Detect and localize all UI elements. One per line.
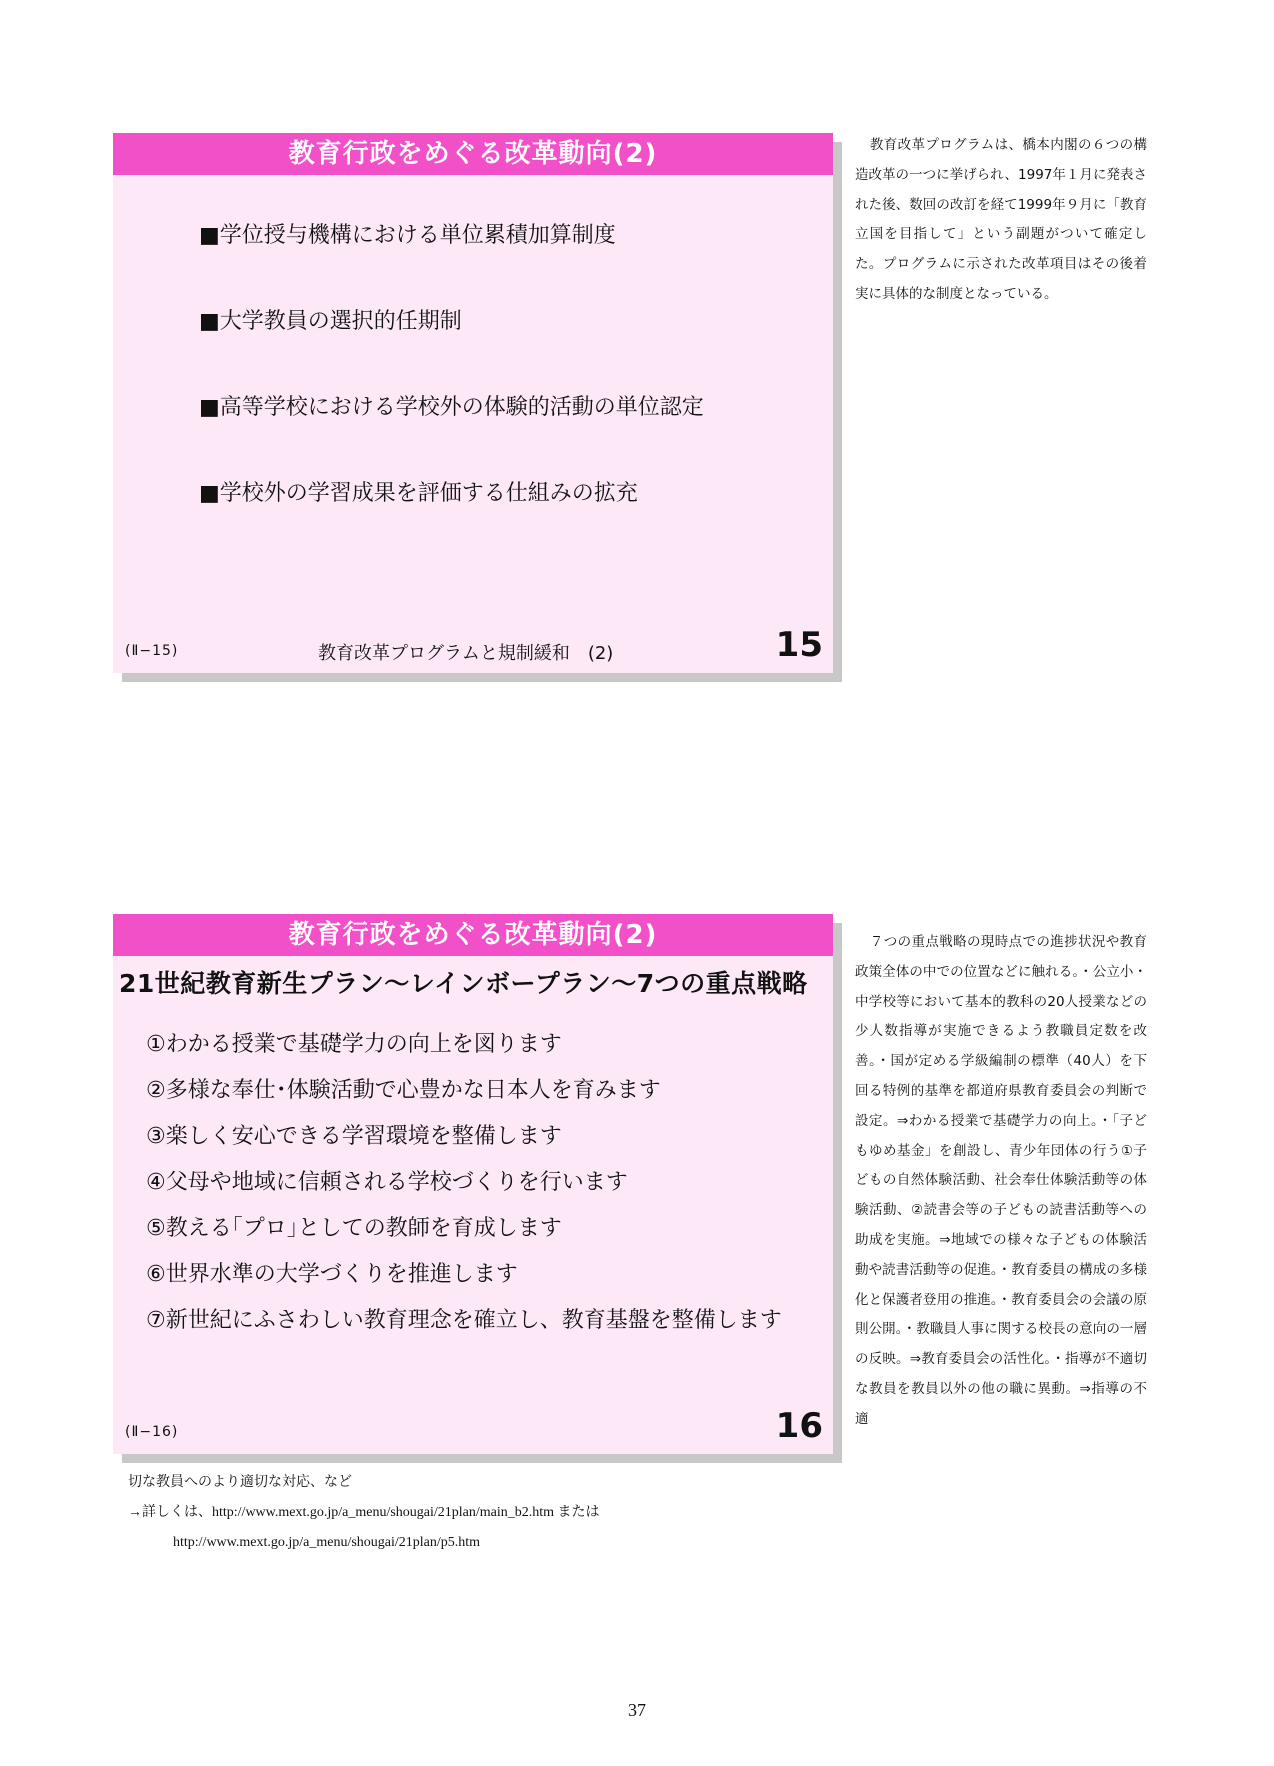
slide-title: 教育行政をめぐる改革動向(2): [113, 914, 833, 956]
slide-number: 16: [775, 1406, 823, 1446]
strategy-item: ①わかる授業で基礎学力の向上を図ります: [146, 1032, 562, 1057]
bullet-item: ■大学教員の選択的任期制: [199, 309, 462, 334]
slide-number: 15: [775, 625, 823, 665]
strategy-item: ③楽しく安心できる学習環境を整備します: [146, 1124, 562, 1149]
strategy-item: ④父母や地域に信頼される学校づくりを行います: [146, 1170, 628, 1195]
note-link-line: http://www.mext.go.jp/a_menu/shougai/21plan/p5.htm: [173, 1535, 481, 1550]
strategy-item: ⑥世界水準の大学づくりを推進します: [146, 1262, 518, 1287]
slide-16: [113, 914, 833, 1454]
bullet-item: ■学位授与機構における単位累積加算制度: [199, 223, 616, 248]
note-slide-16: ７つの重点戦略の現時点での進捗状況や教育政策全体の中での位置などに触れる。・公立小・中学校等において基本的教科の20人授業などの少人数指導が実施できるよう教職員定数を改善。・国が定める学級編制の標準（40人）を下回る特例的基準を都道府県教育委員会の判断で設定。⇒わかる授業で基礎学力の向上。・「子どもゆめ基金」を創設し、青少年団体の行う①子どもの自然体験活動、社会奉仕体験活動等の体験活動、②読書会等の子どもの読書活動等への助成を実施。⇒地域での様々な子どもの体験活動や読書活動等の促進。・教育委員の構成の多様化と保護者登用の推進。・教育委員会の会議の原則公開。・教職員人事に関する校長の意向の一層の反映。⇒教育委員会の活性化。・指導が不適切な教員を教員以外の他の職に異動。⇒指導の不適: [855, 934, 1147, 1427]
strategy-item: ⑤教える｢プロ｣としての教師を育成します: [146, 1216, 562, 1241]
bullet-item: ■学校外の学習成果を評価する仕組みの拡充: [199, 481, 638, 506]
note-continuation: [128, 1468, 600, 1558]
note-link-line: →詳しくは、http://www.mext.go.jp/a_menu/shougai/21plan/main_b2.htm または: [128, 1505, 600, 1520]
slide-code: (Ⅱ−15): [125, 643, 179, 659]
slide-subtitle: 21世紀教育新生プラン～レインボープラン～7つの重点戦略: [119, 969, 808, 998]
strategy-item: ⑦新世紀にふさわしい教育理念を確立し、教育基盤を整備します: [146, 1308, 782, 1333]
note-line: 切な教員へのより適切な対応、など: [128, 1475, 352, 1490]
slide-title: 教育行政をめぐる改革動向(2): [113, 133, 833, 175]
strategy-item: ②多様な奉仕･体験活動で心豊かな日本人を育みます: [146, 1078, 661, 1103]
page-number: 37: [628, 1700, 646, 1720]
slide-footer-title: 教育改革プログラムと規制緩和 (2): [318, 643, 614, 664]
slide-code: (Ⅱ−16): [125, 1424, 179, 1440]
note-slide-15: 教育改革プログラムは、橋本内閣の６つの構造改革の一つに挙げられ、1997年１月に発表された後、数回の改訂を経て1999年９月に「教育立国を目指して」という副題がついて確定した。プログラムに示された改革項目はその後着実に具体的な制度となっている。: [855, 137, 1147, 302]
bullet-item: ■高等学校における学校外の体験的活動の単位認定: [199, 395, 704, 420]
slide-15: [113, 133, 833, 673]
